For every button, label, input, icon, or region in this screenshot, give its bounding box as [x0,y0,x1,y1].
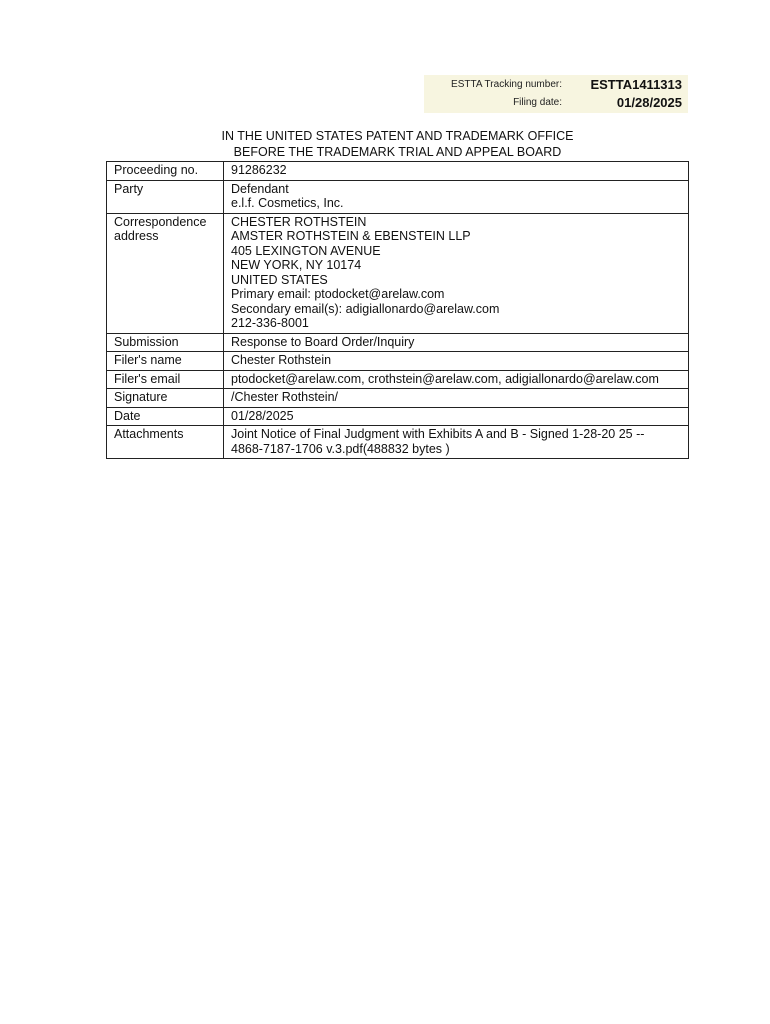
submission-value: Response to Board Order/Inquiry [224,333,689,352]
heading-board: BEFORE THE TRADEMARK TRIAL AND APPEAL BOARD [233,145,562,159]
filer-name-value: Chester Rothstein [224,352,689,371]
tracking-number-row [424,76,688,94]
correspondent-firm: AMSTER ROTHSTEIN & EBENSTEIN LLP [231,229,471,243]
submission-label: Submission [107,333,224,352]
correspondence-label-line-2: address [114,229,159,243]
filer-email-label: Filer's email [107,370,224,389]
correspondent-secondary-email: Secondary email(s): adigiallonardo@arelaw.com [231,301,500,316]
party-label: Party [107,180,224,213]
table-row-proceeding [107,162,689,181]
filer-email-value: ptodocket@arelaw.com, crothstein@arelaw.com, adigiallonardo@arelaw.com [224,370,689,389]
filer-name-label: Filer's name [107,352,224,371]
attachments-value [224,426,689,459]
signature-value: /Chester Rothstein/ [224,389,689,408]
party-value [224,180,689,213]
correspondent-street: 405 LEXINGTON AVENUE [231,243,381,258]
attachments-label: Attachments [107,426,224,459]
tracking-number-value: ESTTA1411313 [590,77,682,92]
table-row-attachments [107,426,689,459]
correspondent-country: UNITED STATES [231,272,328,287]
filing-date-label: Filing date: [513,97,562,108]
filing-date-row [424,94,688,112]
party-role: Defendant [231,181,289,196]
correspondence-label-line-1: Correspondence [114,214,207,229]
heading-office: IN THE UNITED STATES PATENT AND TRADEMARK OFFICE [221,129,574,143]
correspondent-name: CHESTER ROTHSTEIN [231,214,367,229]
attachment-line-1: Joint Notice of Final Judgment with Exhibits A and B - Signed 1-28-20 25 -- [231,427,645,441]
correspondent-primary-email: Primary email: ptodocket@arelaw.com [231,287,445,301]
table-row-signature [107,389,689,408]
date-value: 01/28/2025 [224,407,689,426]
table-row-correspondence [107,213,689,333]
attachment-line-2: 4868-7187-1706 v.3.pdf(488832 bytes ) [231,441,450,456]
filing-table [106,161,689,459]
table-row-filer-name [107,352,689,371]
proceeding-label: Proceeding no. [107,162,224,181]
tracking-number-label: ESTTA Tracking number: [451,79,562,90]
table-row-date [107,407,689,426]
table-row-filer-email [107,370,689,389]
tracking-box [424,75,688,113]
table-row-party [107,180,689,213]
correspondent-city: NEW YORK, NY 10174 [231,258,362,272]
correspondence-label [107,213,224,333]
proceeding-value: 91286232 [224,162,689,181]
correspondence-value [224,213,689,333]
filing-date-value: 01/28/2025 [616,95,682,110]
correspondent-phone: 212-336-8001 [231,316,309,330]
date-label: Date [107,407,224,426]
table-row-submission [107,333,689,352]
party-name: e.l.f. Cosmetics, Inc. [231,196,344,210]
signature-label: Signature [107,389,224,408]
